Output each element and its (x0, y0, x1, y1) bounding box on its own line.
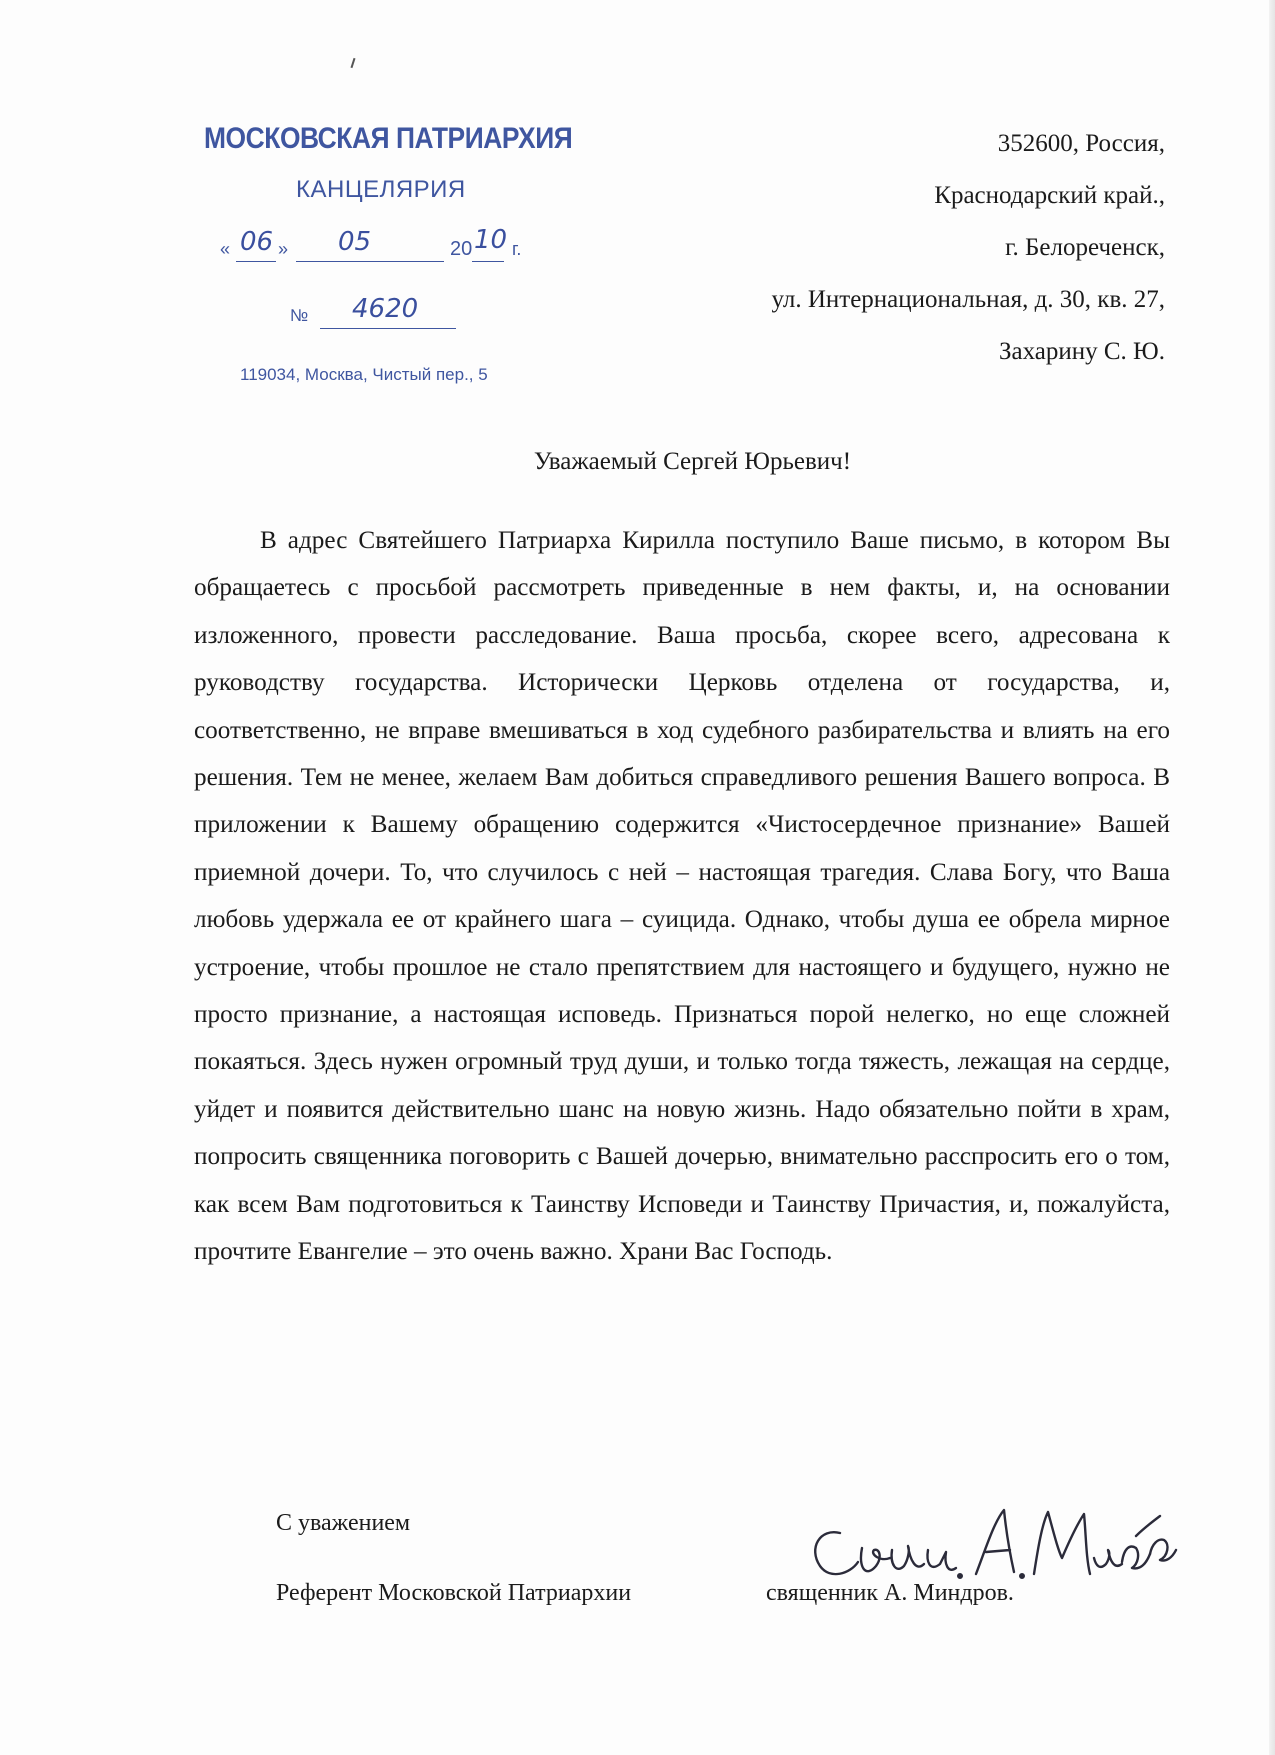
closing-regards: С уважением (276, 1510, 411, 1536)
recipient-address (645, 118, 1165, 378)
date-month: 05 (338, 227, 372, 257)
org-department: КАНЦЕЛЯРИЯ (296, 176, 466, 203)
page-edge-shadow (1269, 0, 1275, 1755)
date-year-suffix: 10 (474, 225, 508, 255)
number-underline (320, 328, 456, 329)
date-year-label: г. (512, 239, 522, 259)
date-day-underline (236, 261, 276, 262)
sender-name: священник А. Миндров. (766, 1580, 1014, 1606)
recipient-line: г. Белореченск, (1005, 234, 1165, 261)
date-year-prefix: 20 (450, 238, 473, 260)
recipient-line: ул. Интернациональная, д. 30, кв. 27, (771, 286, 1165, 313)
sender-role: Референт Московской Патриархии (276, 1580, 632, 1606)
handwritten-signature (800, 1488, 1180, 1598)
number-value: 4620 (352, 294, 419, 324)
date-year-underline (472, 261, 504, 262)
recipient-line: Краснодарский край., (934, 182, 1165, 209)
date-line (220, 225, 600, 263)
org-name: МОСКОВСКАЯ ПАТРИАРХИЯ (204, 122, 573, 155)
date-day: 06 (240, 227, 274, 257)
date-close-quote: » (278, 239, 289, 259)
letter-body: В адрес Святейшего Патриарха Кирилла поступило Ваше письмо, в котором Вы обращаетесь с просьбой рассмотреть приведенные в нем факты, и, на основании изложенного, провести расследование. Ваша просьба, скорее всего, адресована к руководству государства. Исторически Церковь отделена от государства, и, соответственно, не вправе вмешиваться в ход судебного разбирательства и влиять на его решения. Тем не менее, желаем Вам добиться справедливого решения Вашего вопроса. В приложении к Вашему обращению содержится «Чистосердечное признание» Вашей приемной дочери. То, что случилось с ней – настоящая трагедия. Слава Богу, что Ваша любовь удержала ее от крайнего шага – суицида. Однако, чтобы душа ее обрела мирное устроение, чтобы прошлое не стало препятствием для настоящего и будущего, нужно не просто признание, а настоящая исповедь. Признаться порой нелегко, но еще сложней покаяться. Здесь нужен огромный труд души, и только тогда тяжесть, лежащая на сердце, уйдет и появится действительно шанс на новую жизнь. Надо обязательно пойти в храм, попросить священника поговорить с Вашей дочерью, внимательно расспросить его о том, как всем Вам подготовиться к Таинству Исповеди и Таинству Причастия, и, пожалуйста, прочтите Евангелие – это очень важно. Храни Вас Господь. (194, 527, 1170, 1266)
org-address: 119034, Москва, Чистый пер., 5 (240, 365, 488, 384)
number-label: № (290, 306, 309, 325)
recipient-line: Захарину С. Ю. (998, 338, 1165, 365)
date-month-underline (296, 261, 444, 262)
salutation: Уважаемый Сергей Юрьевич! (533, 448, 852, 475)
registration-number (290, 292, 490, 332)
date-open-quote: « (220, 239, 231, 259)
stray-pen-mark (351, 58, 356, 68)
recipient-line: 352600, Россия, (997, 130, 1165, 157)
